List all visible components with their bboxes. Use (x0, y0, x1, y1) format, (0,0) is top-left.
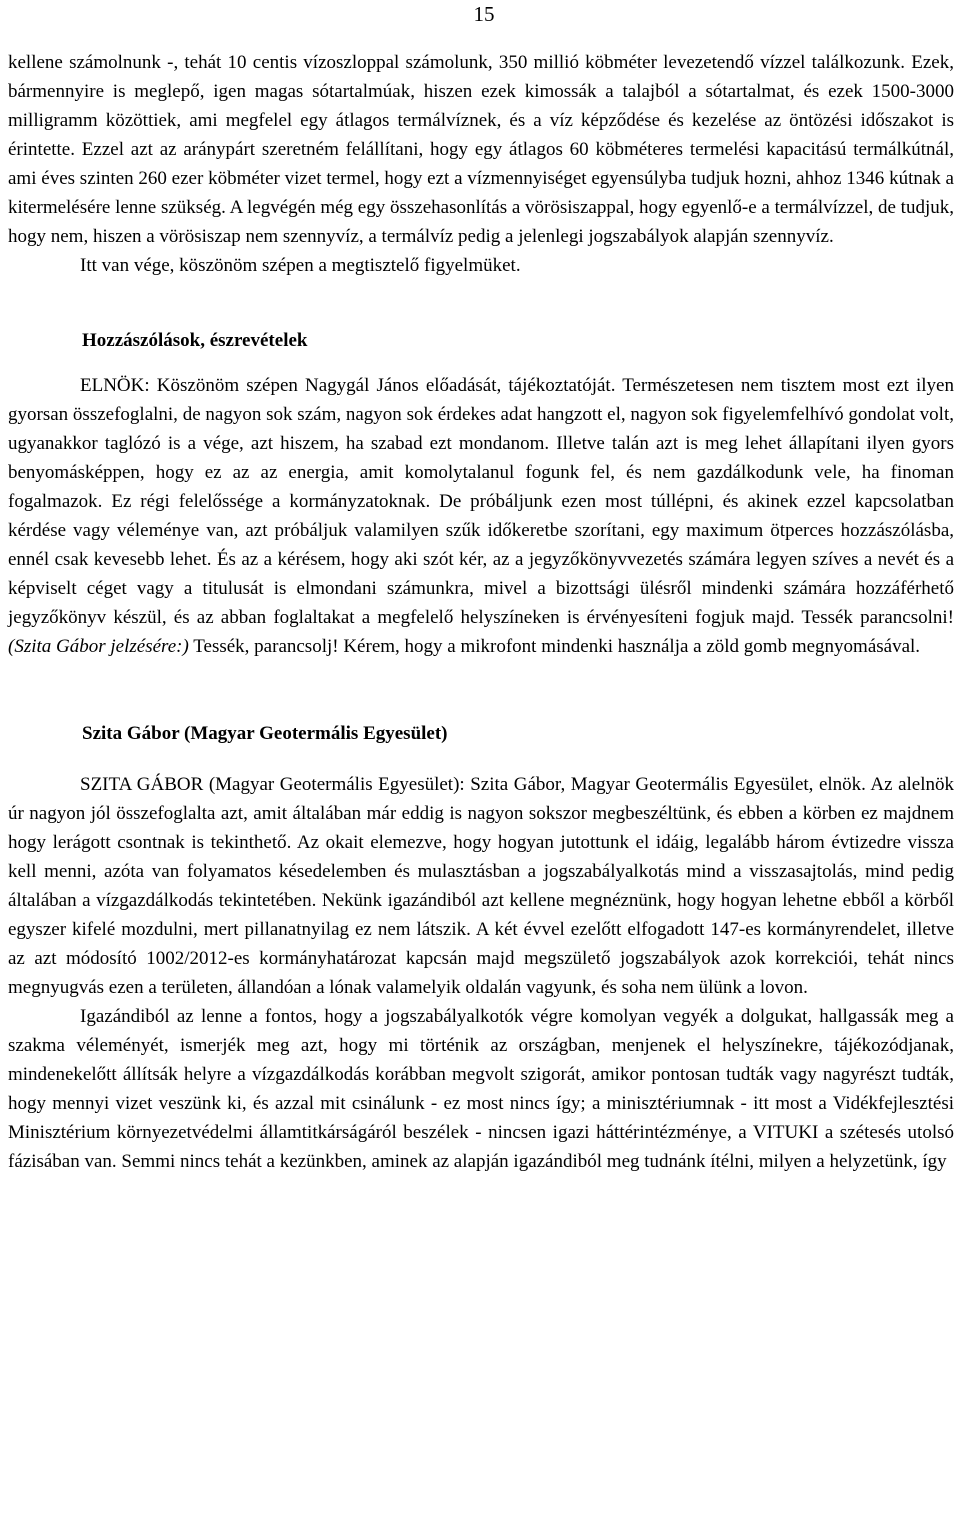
paragraph-chair (8, 371, 954, 661)
section-heading-comments: Hozzászólások, észrevételek (82, 330, 308, 351)
paragraph-1: kellene számolnunk -, tehát 10 centis vízoszloppal számolunk, 350 millió köbméter levezetendő vízzel találkozunk. Ezek, bármennyire is meglepő, igen magas sótartalmúak, hiszen ezek kimossák a talajból a sótartalmat, és ezek 1500-3000 milligramm közöttiek, ami megfelel egy átlagos termálvíznek, és a víz képződése és kezelése az öntözési időszakot is érintette. Ezzel azt az aránypárt szeretném felállítani, hogy egy átlagos 60 köbméteres termelési kapacitású termálkútnál, ami éves szinten 260 ezer köbméter vizet termel, hogy ezt a vízmennyiséget egyensúlyba tudjuk hozni, ahhoz 1346 kútnak a kitermelésére lenne szükség. A legvégén még egy összehasonlítás a vörösiszappal, hogy egyenlő-e a termálvízzel, de tudjuk, hogy nem, hiszen a vörösiszap nem szennyvíz, a termálvíz pedig a jelenlegi jogszabályok alapján szennyvíz. (8, 52, 954, 247)
chair-stage-direction: (Szita Gábor jelzésére:) (8, 636, 189, 657)
paragraph-speaker-2: Igazándiból az lenne a fontos, hogy a jogszabályalkotók végre komolyan vegyék a dolgukat, hallgassák meg a szakma véleményét, ismerjék meg azt, hogy mi történik az országban, menjenek el helyszínekre, tájékozódjanak, mindenekelőtt állítsák helyre a vízgazdálkodás korábban megvolt szigorát, amikor pontosan tudták vagy nagyrészt tudták, hogy mennyi vizet veszünk ki, és azzal mit csinálunk - ez most nincs így; a minisztériumnak - itt most a Vidékfejlesztési Minisztérium környezetvédelmi államtitkárságáról beszélek - nincsen igazi háttérintézménye, a VITUKI a szétesés utolsó fázisában van. Semmi nincs tehát a kezünkben, aminek az alapján igazándiból meg tudnánk ítélni, milyen a helyzetünk, így (8, 1006, 954, 1172)
document-body (8, 48, 954, 1176)
page-number: 15 (473, 2, 495, 26)
section-heading-speaker: Szita Gábor (Magyar Geotermális Egyesület) (82, 723, 448, 744)
chair-text-2: Tessék, parancsolj! Kérem, hogy a mikrofont mindenki használja a zöld gomb megnyomásával. (193, 636, 921, 657)
paragraph-speaker-1: SZITA GÁBOR (Magyar Geotermális Egyesület): Szita Gábor, Magyar Geotermális Egyesület, elnök. Az alelnök úr nagyon jól összefoglalta azt, amit általában már eddig is nagyon sokszor megbeszéltünk, és ebben a körben ez majdnem hogy lerágott csontnak is tekinthető. Az okait elemezve, hogy hogyan jutottunk el idáig, legalább három évtizedre vissza kell menni, azóta van folyamatos késedelemben és mulasztásban a jogszabályalkotás mind a visszasajtolás, mind pedig általában a vízgazdálkodás tekintetében. Nekünk igazándiból azt kellene megnéznünk, hogy hogyan lehetne ebből a körből egyszer kifelé mozdulni, mert pillanatnyilag ez nem látszik. A két évvel ezelőtt elfogadott 147-es kormányrendelet, illetve az azt módosító 1002/2012-es kormányhatározat kapcsán majd megszülető jogszabályok azok korrekciói, tehát nincs megnyugvás ezen a területen, állandóan a lónak valamelyik oldalán vagyunk, és soha nem ülünk a lovon. (8, 774, 954, 998)
paragraph-2: Itt van vége, köszönöm szépen a megtisztelő figyelmüket. (80, 255, 521, 276)
chair-text-1: ELNÖK: Köszönöm szépen Nagygál János előadását, tájékoztatóját. Természetesen nem tisztem most ezt ilyen gyorsan összefoglalni, de nagyon sok szám, nagyon sok érdekes adat hangzott el, nagyon sok figyelemfelhívó gondolat volt, ugyanakkor taglózó is a vége, azt hiszem, ha szabad ezt mondanom. Illetve talán azt is meg lehet állapítani ilyen gyors benyomásképpen, hogy ez az az energia, amit komolytalanul fogunk fel, és nem gazdálkodunk vele, ha finoman fogalmazok. Ez régi felelőssége a kormányzatoknak. De próbáljunk ezen most túllépni, és akinek ezzel kapcsolatban kérdése vagy véleménye van, azt próbáljuk valamilyen szűk időkeretbe szorítani, egy maximum ötperces hozzászólásba, ennél csak kevesebb lehet. És az a kérésem, hogy aki szót kér, az a jegyzőkönyvvezetés számára legyen szíves a nevét és a képviselt céget vagy a titulusát is elmondani számunkra, mivel a bizottsági ülésről mindenki számára hozzáférhető jegyzőkönyv készül, és az abban foglaltakat a megfelelő helyszíneken is érvényesíteni fogjuk majd. Tessék parancsolni! (8, 375, 954, 628)
